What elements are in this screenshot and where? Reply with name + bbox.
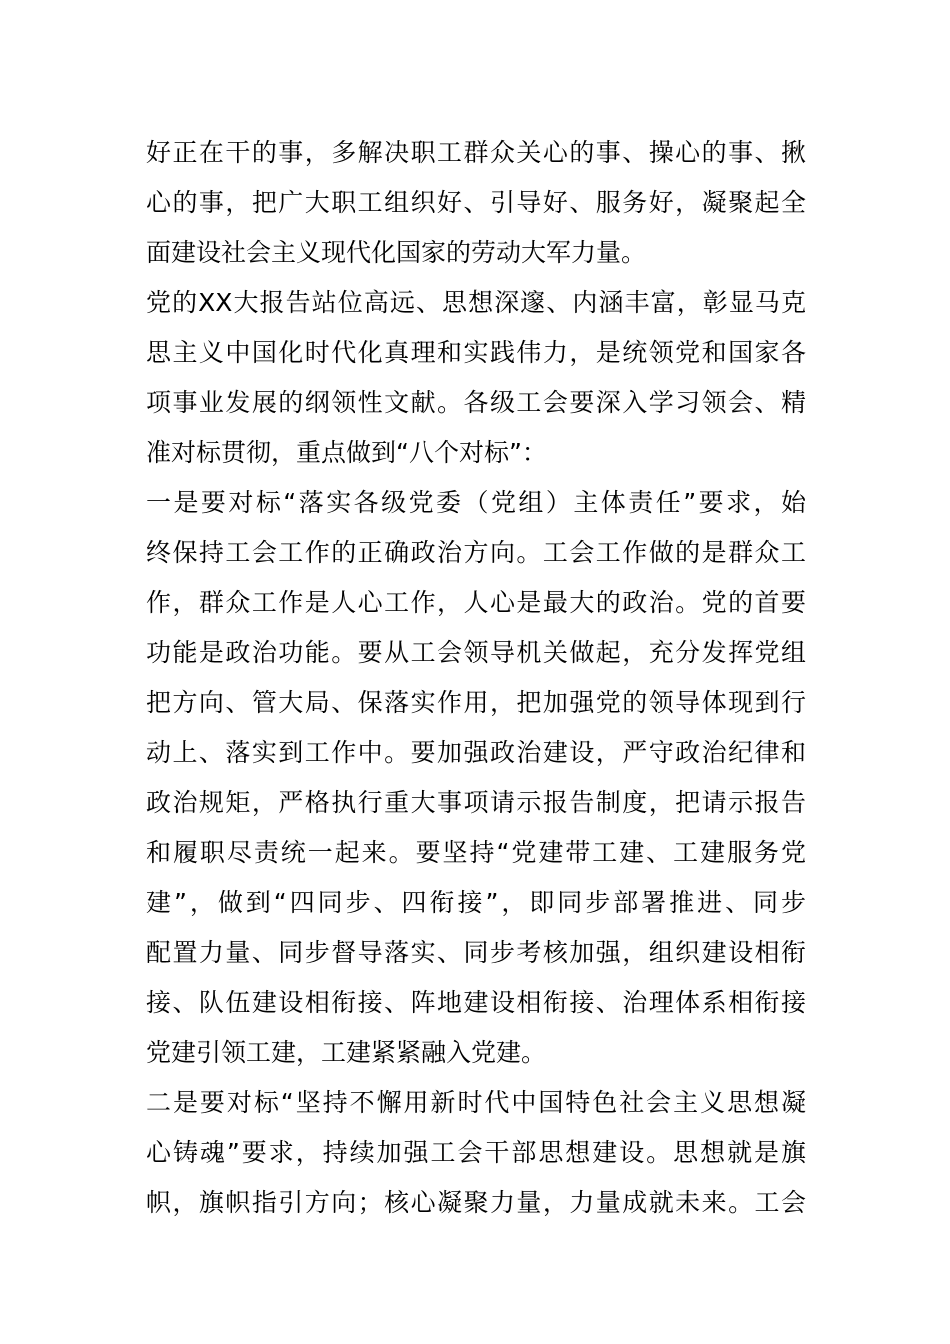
text-line: 和履职尽责统一起来。要坚持“党建带工建、工建服务党 [146, 838, 806, 867]
text-line: 一是要对标“落实各级党委（党组）主体责任”要求，始 [146, 488, 806, 517]
text-line: 建”，做到“四同步、四衔接”，即同步部署推进、同步 [146, 888, 806, 917]
text-line: 配置力量、同步督导落实、同步考核加强，组织建设相衔 [146, 938, 806, 967]
paragraph-2 [146, 278, 806, 478]
text-line: 把方向、管大局、保落实作用，把加强党的领导体现到行 [146, 688, 806, 717]
text-line: 思主义中国化时代化真理和实践伟力，是统领党和国家各 [146, 338, 806, 367]
text-line: 帜，旗帜指引方向；核心凝聚力量，力量成就未来。工会 [146, 1188, 806, 1217]
text-line: 接、队伍建设相衔接、阵地建设相衔接、治理体系相衔接 [146, 988, 806, 1017]
paragraph-3 [146, 478, 806, 1078]
paragraph-1 [146, 128, 806, 278]
text-line: 项事业发展的纲领性文献。各级工会要深入学习领会、精 [146, 388, 806, 417]
body-text [146, 128, 806, 1228]
text-line: 党建引领工建，工建紧紧融入党建。 [146, 1038, 547, 1067]
text-line: 功能是政治功能。要从工会领导机关做起，充分发挥党组 [146, 638, 806, 667]
paragraph-4 [146, 1078, 806, 1228]
text-line: 好正在干的事，多解决职工群众关心的事、操心的事、揪 [146, 138, 806, 167]
text-line: 心铸魂”要求，持续加强工会干部思想建设。思想就是旗 [146, 1138, 806, 1167]
text-line: 面建设社会主义现代化国家的劳动大军力量。 [146, 238, 647, 267]
text-line: 二是要对标“坚持不懈用新时代中国特色社会主义思想凝 [146, 1088, 806, 1117]
text-line: 心的事，把广大职工组织好、引导好、服务好，凝聚起全 [146, 188, 806, 217]
text-line: 党的XX大报告站位高远、思想深邃、内涵丰富，彰显马克 [146, 288, 806, 317]
text-line: 动上、落实到工作中。要加强政治建设，严守政治纪律和 [146, 738, 806, 767]
text-line: 终保持工会工作的正确政治方向。工会工作做的是群众工 [146, 538, 806, 567]
text-line: 准对标贯彻，重点做到“八个对标”： [146, 438, 547, 467]
text-line: 作，群众工作是人心工作，人心是最大的政治。党的首要 [146, 588, 806, 617]
text-line: 政治规矩，严格执行重大事项请示报告制度，把请示报告 [146, 788, 806, 817]
